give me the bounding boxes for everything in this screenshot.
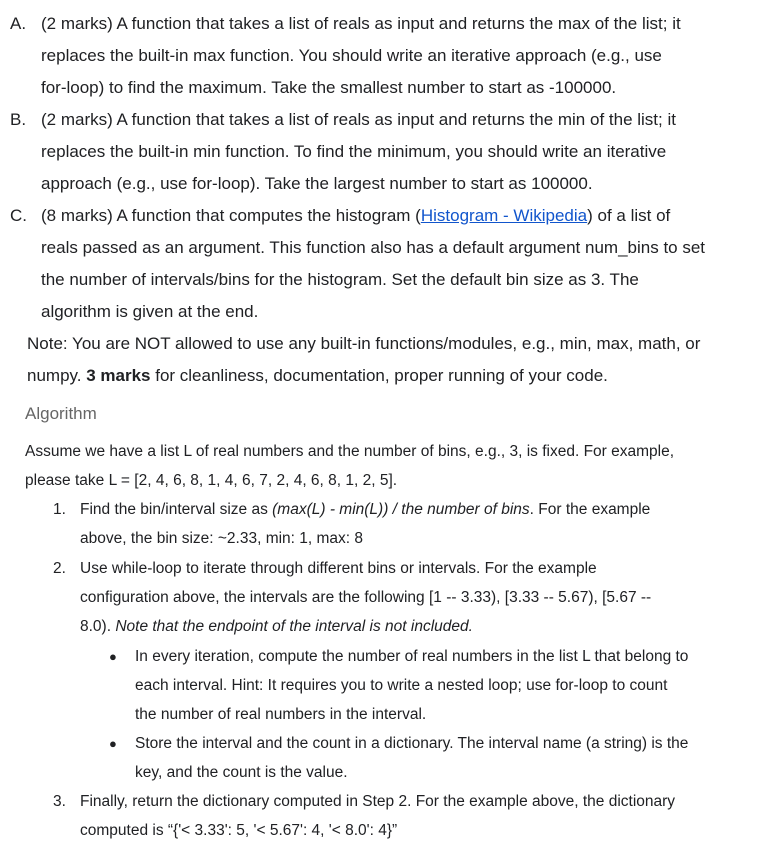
text-line: algorithm is given at the end.: [41, 302, 259, 321]
list-item-text: [41, 8, 778, 104]
text-line: each interval. Hint: It requires you to write a nested loop; use for-loop to count: [135, 677, 668, 694]
text-line: the number of real numbers in the interval.: [135, 706, 427, 723]
text-line: configuration above, the intervals are the following [1 -- 3.33), [3.33 -- 5.67), [5.67 --: [80, 589, 652, 606]
text-line: Use while-loop to iterate through different bins or intervals. For the example: [80, 560, 597, 577]
text-line: reals passed as an argument. This function also has a default argument num_bins to set: [41, 238, 706, 257]
bullet-text: [135, 729, 778, 787]
text-line: replaces the built-in min function. To find the minimum, you should write an iterative: [41, 142, 667, 161]
list-letter: C.: [10, 206, 27, 225]
text-segment: . For the example: [529, 501, 651, 518]
text-segment: numpy.: [27, 366, 87, 385]
text-segment: for cleanliness, documentation, proper running of your code.: [150, 366, 608, 385]
text-line: approach (e.g., use for-loop). Take the largest number to start as 100000.: [41, 174, 593, 193]
step-number: 3.: [53, 793, 66, 810]
text-line: In every iteration, compute the number of real numbers in the list L that belong to: [135, 648, 689, 665]
text-segment: ) of a list of: [587, 206, 671, 225]
text-line: computed is “{'< 3.33': 5, '< 5.67': 4, '< 8.0': 4}”: [80, 822, 398, 839]
step-number: 2.: [53, 560, 66, 577]
text-line: Store the interval and the count in a dictionary. The interval name (a string) is the: [135, 735, 689, 752]
text-line: replaces the built-in max function. You should write an iterative approach (e.g., use: [41, 46, 662, 65]
text-segment: 8.0).: [80, 618, 116, 635]
text-line: (2 marks) A function that takes a list of reals as input and returns the max of the list; it: [41, 14, 681, 33]
step-text: [80, 554, 778, 641]
text-line: for-loop) to find the maximum. Take the smallest number to start as -100000.: [41, 78, 617, 97]
algorithm-heading: Algorithm: [25, 404, 97, 423]
text-line: key, and the count is the value.: [135, 764, 348, 781]
text-segment: (8 marks) A function that computes the histogram (: [41, 206, 421, 225]
italic-note: Note that the endpoint of the interval is not included.: [115, 618, 473, 635]
step-text: [80, 787, 778, 845]
algorithm-intro: [25, 437, 777, 495]
step-text: [80, 495, 778, 553]
list-item-text: [41, 104, 778, 200]
bullet-icon: ●: [109, 736, 117, 751]
text-line: Finally, return the dictionary computed in Step 2. For the example above, the dictionary: [80, 793, 676, 810]
histogram-wikipedia-link[interactable]: Histogram - Wikipedia: [420, 206, 588, 225]
text-line: Note: You are NOT allowed to use any built-in functions/modules, e.g., min, max, math, or: [27, 334, 701, 353]
text-segment: Find the bin/interval size as: [80, 501, 273, 518]
step-number: 1.: [53, 501, 66, 518]
list-item-text: [41, 200, 778, 328]
note-paragraph: [27, 328, 779, 392]
text-line: (2 marks) A function that takes a list of reals as input and returns the min of the list; it: [41, 110, 676, 129]
text-line: [27, 360, 779, 392]
text-line: above, the bin size: ~2.33, min: 1, max: 8: [80, 530, 364, 547]
list-letter: A.: [10, 14, 27, 33]
text-line: Assume we have a list L of real numbers and the number of bins, e.g., 3, is fixed. For example,: [25, 443, 675, 460]
bullet-icon: ●: [109, 649, 117, 664]
text-line: the number of intervals/bins for the histogram. Set the default bin size as 3. The: [41, 270, 639, 289]
text-line: please take L = [2, 4, 6, 8, 1, 4, 6, 7, 2, 4, 6, 8, 1, 2, 5].: [25, 472, 398, 489]
italic-formula: (max(L) - min(L)) / the number of bins: [272, 501, 530, 518]
bullet-text: [135, 642, 778, 729]
list-letter: B.: [10, 110, 27, 129]
text-line: [80, 612, 778, 641]
bold-marks: 3 marks: [86, 366, 151, 385]
text-line: [41, 200, 778, 232]
text-line: [80, 495, 778, 524]
